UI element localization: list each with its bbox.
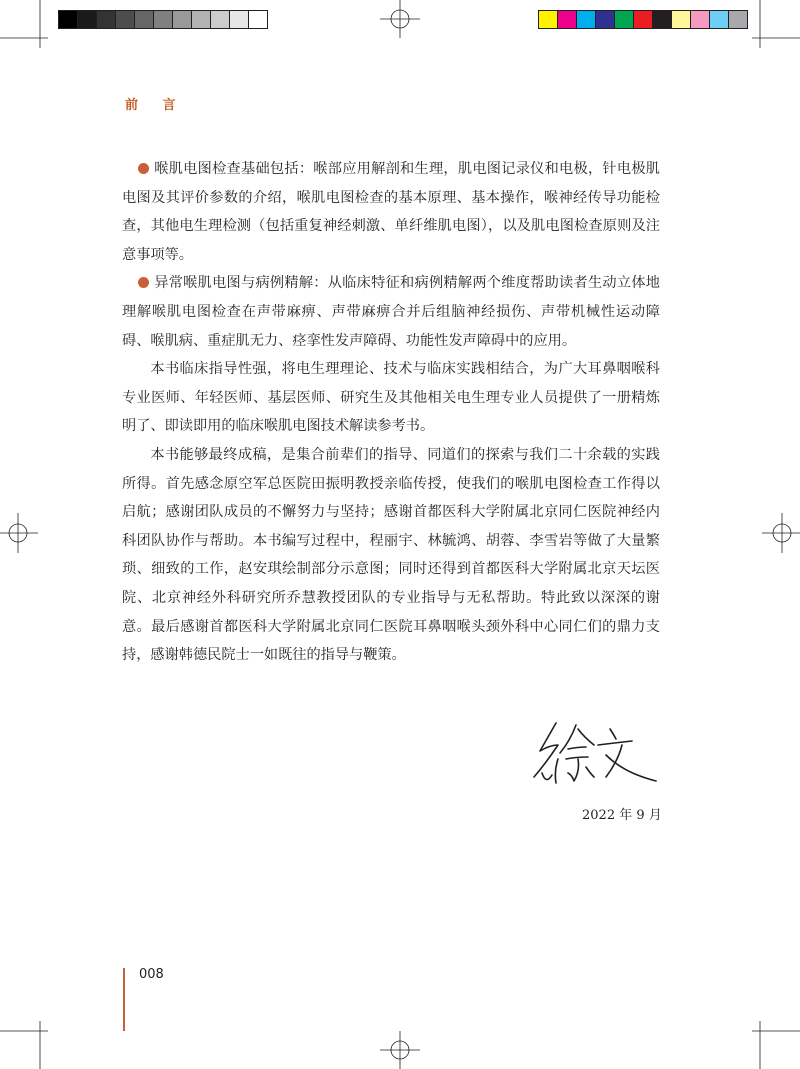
bullet-dot-icon — [138, 277, 149, 288]
grayscale-swatch — [211, 11, 230, 28]
paragraph-2 — [122, 269, 660, 355]
page-number: 008 — [139, 967, 164, 982]
grayscale-swatch — [78, 11, 97, 28]
color-calibration-bar — [538, 10, 748, 29]
date-line: 2022 年 9 月 — [582, 808, 662, 823]
color-swatch — [596, 11, 615, 28]
paragraph-1 — [122, 155, 660, 269]
color-swatch — [577, 11, 596, 28]
color-swatch — [653, 11, 672, 28]
grayscale-swatch — [173, 11, 192, 28]
color-swatch — [729, 11, 747, 28]
grayscale-swatch — [97, 11, 116, 28]
grayscale-swatch — [59, 11, 78, 28]
color-swatch — [710, 11, 729, 28]
color-swatch — [691, 11, 710, 28]
color-swatch — [615, 11, 634, 28]
paragraph-text: 异常喉肌电图与病例精解：从临床特征和病例精解两个维度帮助读者生动立体地理解喉肌电图检查在声带麻痹、声带麻痹合并后组脑神经损伤、声带机械性运动障碍、喉肌病、重症肌无力、痉挛性发声障碍、功能性发声障碍中的应用。 — [122, 275, 660, 349]
grayscale-calibration-bar — [58, 10, 268, 29]
grayscale-swatch — [192, 11, 211, 28]
color-swatch — [634, 11, 653, 28]
color-swatch — [558, 11, 577, 28]
page-side-rule — [123, 968, 125, 1031]
grayscale-swatch — [116, 11, 135, 28]
body-text — [122, 155, 660, 670]
handwritten-signature — [528, 715, 668, 795]
grayscale-swatch — [135, 11, 154, 28]
grayscale-swatch — [249, 11, 267, 28]
bullet-dot-icon — [138, 163, 149, 174]
paragraph-3: 本书临床指导性强，将电生理理论、技术与临床实践相结合，为广大耳鼻咽喉科专业医师、年轻医师、基层医师、研究生及其他相关电生理专业人员提供了一册精炼明了、即读即用的临床喉肌电图技术解读参考书。 — [122, 361, 660, 435]
grayscale-swatch — [154, 11, 173, 28]
paragraph-text: 喉肌电图检查基础包括：喉部应用解剖和生理，肌电图记录仪和电极，针电极肌电图及其评价参数的介绍，喉肌电图检查的基本原理、基本操作，喉神经传导功能检查，其他电生理检测（包括重复神经刺激、单纤维肌电图），以及肌电图检查原则及注意事项等。 — [122, 161, 660, 263]
color-swatch — [539, 11, 558, 28]
running-header: 前 言 — [125, 98, 186, 113]
paragraph-4: 本书能够最终成稿，是集合前辈们的指导、同道们的探索与我们二十余载的实践所得。首先感念原空军总医院田振明教授亲临传授，使我们的喉肌电图检查工作得以启航；感谢团队成员的不懈努力与坚持；感谢首都医科大学附属北京同仁医院神经内科团队协作与帮助。本书编写过程中，程丽宇、林毓鸿、胡蓉、李雪岩等做了大量繁琐、细致的工作，赵安琪绘制部分示意图；同时还得到首都医科大学附属北京天坛医院、北京神经外科研究所乔慧教授团队的专业指导与无私帮助。特此致以深深的谢意。最后感谢首都医科大学附属北京同仁医院耳鼻咽喉头颈外科中心同仁们的鼎力支持，感谢韩德民院士一如既往的指导与鞭策。 — [122, 446, 660, 664]
color-swatch — [672, 11, 691, 28]
grayscale-swatch — [230, 11, 249, 28]
